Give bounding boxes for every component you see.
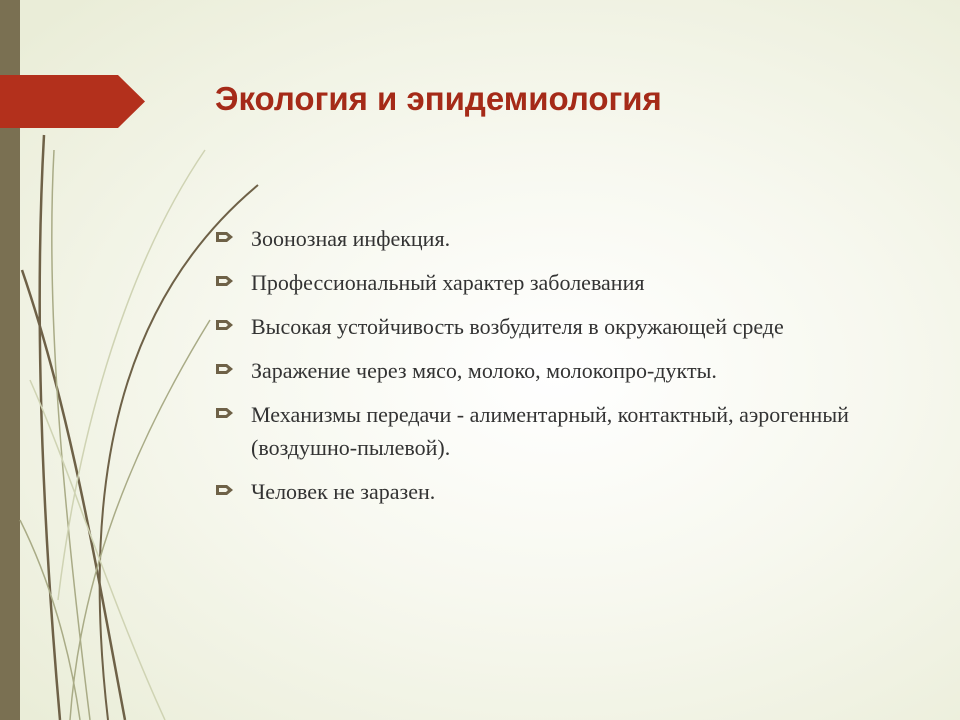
arrow-right-icon [215,362,235,376]
arrow-right-icon [215,274,235,288]
bullet-text: Механизмы передачи - алиментарный, контактный, аэрогенный (воздушно-пылевой). [251,402,849,460]
bullet-text: Высокая устойчивость возбудителя в окружающей среде [251,314,784,339]
bullet-text: Профессиональный характер заболевания [251,270,645,295]
slide-title: Экология и эпидемиология [215,80,662,117]
arrow-right-icon [215,318,235,332]
bullet-list [215,222,895,519]
bullet-text: Заражение через мясо, молоко, молокопро-дукты. [251,358,717,383]
bullet-item [215,222,895,255]
title-tab-shape [0,75,145,128]
bullet-text: Человек не заразен. [251,479,436,504]
bullet-item [215,310,895,343]
bullet-item [215,266,895,299]
bullet-item [215,475,895,508]
bullet-item [215,398,895,464]
bullet-item [215,354,895,387]
bullet-text: Зоонозная инфекция. [251,226,451,251]
arrow-right-icon [215,406,235,420]
arrow-right-icon [215,483,235,497]
arrow-right-icon [215,230,235,244]
